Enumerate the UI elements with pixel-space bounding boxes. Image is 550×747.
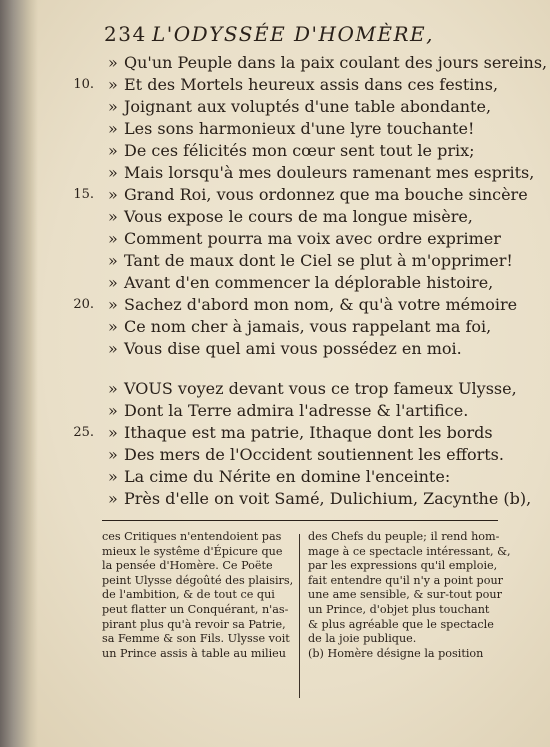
quote-mark: » [108,379,118,398]
verse-text: Vous dise quel ami vous possédez en moi. [124,339,462,358]
quote-mark: » [108,185,118,204]
verse-text: Et des Mortels heureux assis dans ces festins, [124,75,499,94]
page-number: 234 [104,22,147,46]
footnote-line: de l'ambition, & de tout ce qui [102,588,275,602]
footnote-line: peut flatter un Conquérant, n'as- [102,602,289,616]
footnote-line: & plus agréable que le spectacle [308,617,494,631]
verse-text: Dont la Terre admira l'adresse & l'artifice. [124,401,469,420]
footnote-line: ces Critiques n'entendoient pas [102,530,282,543]
verse-line [0,422,550,444]
footnote-line: des Chefs du peuple; il rend hom- [308,530,500,543]
line-number: 20. [73,297,94,312]
verse-text: Des mers de l'Occident soutiennent les efforts. [124,445,504,464]
quote-mark: » [108,295,118,314]
footnotes [102,530,511,700]
verse-text: La cime du Nérite en domine l'enceinte: [124,467,451,486]
verse-line [0,338,550,360]
verse-text: Mais lorsqu'à mes douleurs ramenant mes esprits, [124,163,535,182]
footnote-line: mage à ce spectacle intéressant, &, [308,544,511,558]
verse-line [0,294,550,316]
verse-text: Les sons harmonieux d'une lyre touchante! [124,119,475,138]
verse-line [0,140,550,162]
quote-mark: » [108,207,118,226]
footnote-line: la pensée d'Homère. Ce Poëte [102,559,273,573]
footnote-line: par les expressions qu'il emploie, [308,559,498,573]
line-number: 15. [73,187,94,202]
verse-line [0,96,550,118]
verse-text: Qu'un Peuple dans la paix coulant des jours sereins, [124,53,548,72]
verse-line [0,272,550,294]
quote-mark: » [108,317,118,336]
footnote-line: mieux le systême d'Épicure que [102,544,283,558]
quote-mark: » [108,229,118,248]
quote-mark: » [108,273,118,292]
line-number: 25. [73,425,94,440]
quote-mark: » [108,401,118,420]
quote-mark: » [108,53,118,72]
verse-text: Tant de maux dont le Ciel se plut à m'opprimer! [124,251,513,270]
quote-mark: » [108,97,118,116]
verse-text: Comment pourra ma voix avec ordre exprimer [124,229,501,248]
verse-text: Avant d'en commencer la déplorable histoire, [124,273,494,292]
footnote-line: de la joie publique. [308,632,417,646]
footnote-line: (b) Homère désigne la position [308,646,484,660]
verse-line [0,184,550,206]
verse-line [0,118,550,140]
quote-mark: » [108,339,118,358]
verse-line [0,400,550,422]
line-number: 10. [73,77,94,92]
verse-line [0,250,550,272]
footnote-column-right [308,530,511,661]
verse-text: VOUS voyez devant vous ce trop fameux Ulysse, [124,379,517,398]
verse-line [0,444,550,466]
footnote-line: un Prince assis à table au milieu [102,646,287,660]
quote-mark: » [108,141,118,160]
verse-text: Ithaque est ma patrie, Ithaque dont les bords [124,423,493,442]
verse-text: Grand Roi, vous ordonnez que ma bouche sincère [124,185,528,204]
page-header [104,22,444,48]
verse-line [0,52,550,74]
quote-mark: » [108,489,118,508]
verse-line [0,316,550,338]
verse-text: Joignant aux voluptés d'une table abondante, [124,97,492,116]
footnote-line: une ame sensible, & sur-tout pour [308,588,502,602]
quote-mark: » [108,251,118,270]
footnote-line: peint Ulysse dégoûté des plaisirs, [102,573,294,587]
verse-text: Sachez d'abord mon nom, & qu'à votre mémoire [124,295,518,314]
verse-line [0,466,550,488]
verse-text: Ce nom cher à jamais, vous rappelant ma foi, [124,317,492,336]
quote-mark: » [108,467,118,486]
verse-text: De ces félicités mon cœur sent tout le prix; [124,141,475,160]
verse-line [0,74,550,96]
quote-mark: » [108,423,118,442]
footnote-rule [102,520,498,521]
verse-text: Près d'elle on voit Samé, Dulichium, Zacynthe (b), [124,489,532,508]
quote-mark: » [108,163,118,182]
verse-line [0,206,550,228]
verse-text: Vous expose le cours de ma longue misère, [124,207,473,226]
footnote-line: pirant plus qu'à revoir sa Patrie, [102,617,286,631]
footnote-line: un Prince, d'objet plus touchant [308,602,490,616]
footnote-column-left [102,530,294,661]
quote-mark: » [108,75,118,94]
footnote-line: sa Femme & son Fils. Ulysse voit [102,632,290,646]
verse-line [0,378,550,400]
column-divider [299,534,300,698]
footnote-line: fait entendre qu'il n'y a point pour [308,573,503,587]
verse-line [0,228,550,250]
quote-mark: » [108,119,118,138]
quote-mark: » [108,445,118,464]
verse-line [0,162,550,184]
running-title: L'ODYSSÉE D'HOMÈRE, [152,22,434,46]
verse-line [0,488,550,510]
